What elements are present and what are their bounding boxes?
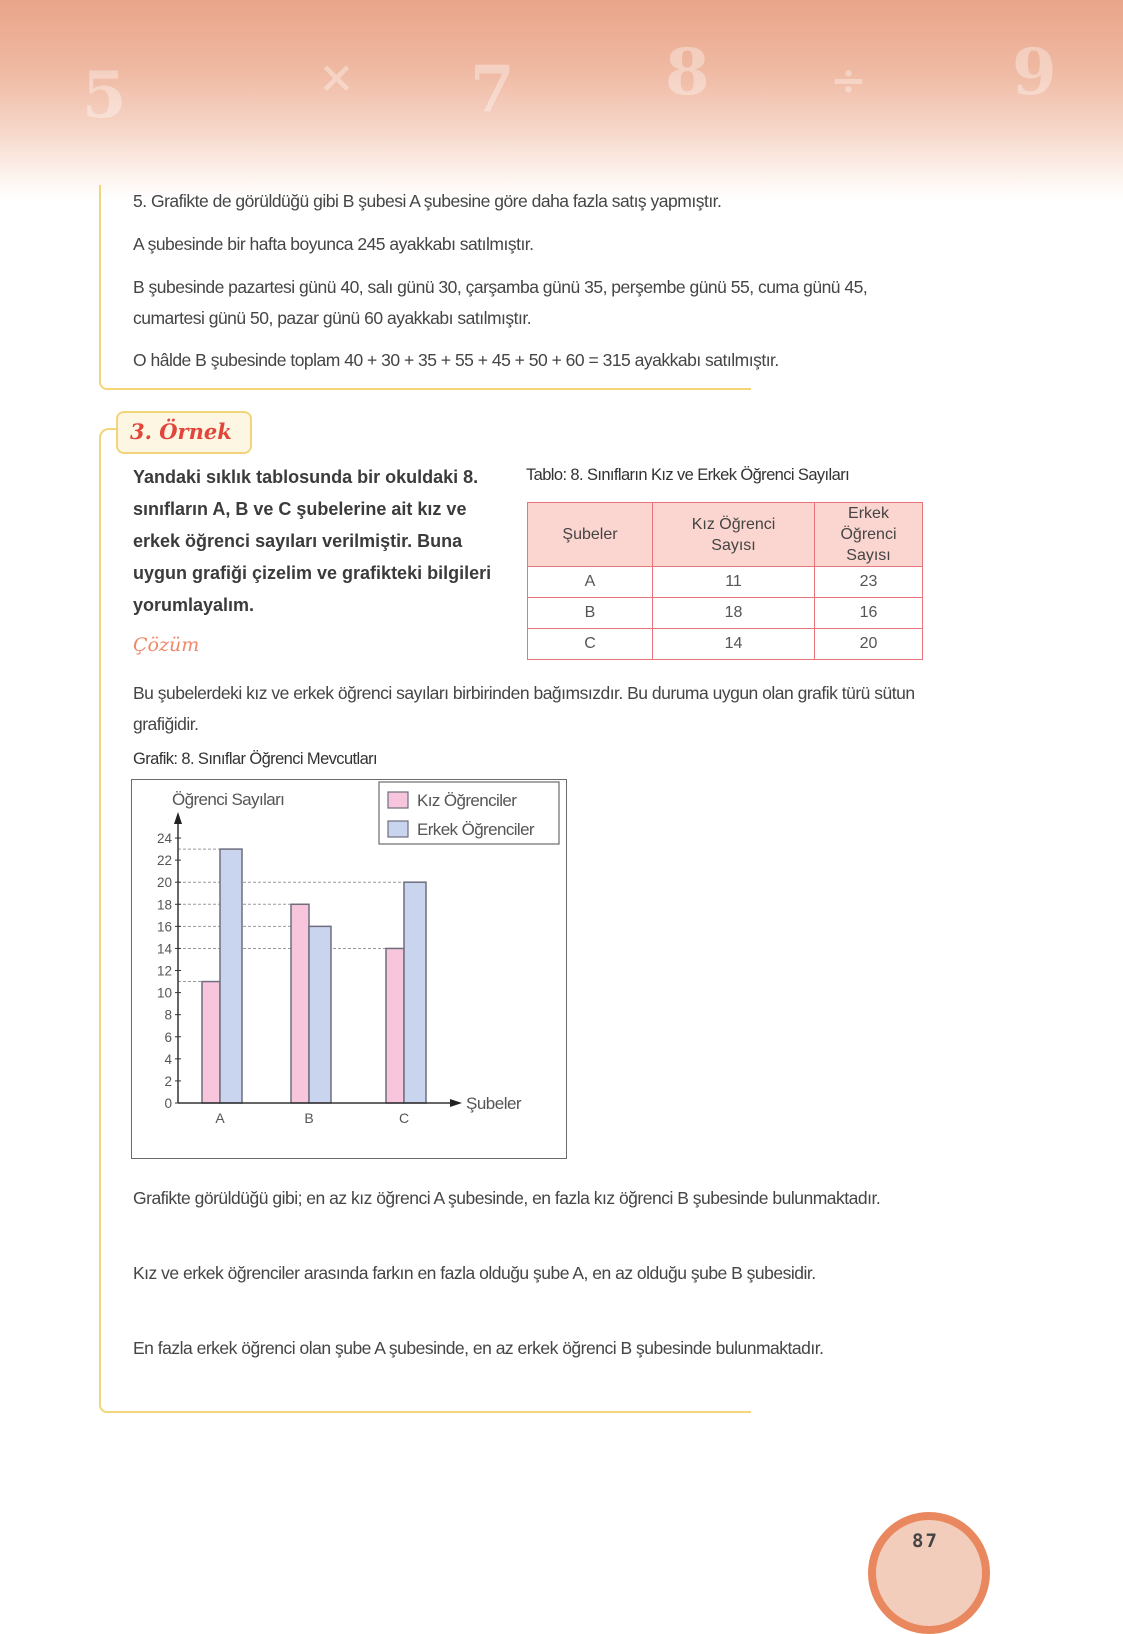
page-number: 87 bbox=[912, 1530, 939, 1552]
bar-erkek-C bbox=[404, 882, 426, 1103]
bar-kiz-C bbox=[386, 948, 404, 1103]
previous-solution-paragraph: 5. Grafikte de görüldüğü gibi B şubesi A şubesine göre daha fazla satış yapmıştır. bbox=[133, 191, 722, 211]
conclusion-paragraph: Kız ve erkek öğrenciler arasında farkın en fazla olduğu şube A, en az olduğu şube B şubesidir. bbox=[133, 1263, 816, 1283]
table-cell: B bbox=[528, 598, 653, 629]
legend-label: Kız Öğrenciler bbox=[417, 791, 517, 810]
legend-swatch bbox=[388, 821, 408, 837]
x-axis-label: Şubeler bbox=[466, 1094, 522, 1113]
decorative-symbol: ÷ bbox=[830, 55, 867, 106]
y-tick-label: 18 bbox=[156, 897, 172, 913]
legend-swatch bbox=[388, 792, 408, 808]
decorative-digit: 9 bbox=[1012, 35, 1057, 110]
table-header-cell: Şubeler bbox=[528, 503, 653, 567]
y-tick-label: 14 bbox=[156, 941, 172, 957]
table-row bbox=[528, 598, 923, 629]
x-tick-label: C bbox=[398, 1110, 410, 1126]
table-cell: 18 bbox=[653, 598, 815, 629]
y-tick-label: 12 bbox=[156, 963, 172, 979]
frequency-table bbox=[527, 502, 923, 660]
y-tick-label: 16 bbox=[156, 919, 172, 935]
table-cell: A bbox=[528, 567, 653, 598]
y-tick-label: 6 bbox=[164, 1029, 172, 1045]
y-tick-label: 2 bbox=[164, 1073, 172, 1089]
y-tick-label: 0 bbox=[164, 1096, 172, 1111]
legend-label: Erkek Öğrenciler bbox=[417, 820, 534, 839]
bar-chart-frame bbox=[131, 779, 567, 1159]
bar-erkek-B bbox=[309, 926, 331, 1103]
table-row bbox=[528, 629, 923, 660]
graph-caption: Grafik: 8. Sınıflar Öğrenci Mevcutları bbox=[133, 750, 378, 768]
decorative-symbol: × bbox=[318, 52, 355, 103]
bar-erkek-A bbox=[220, 849, 242, 1103]
y-axis-label: Öğrenci Sayıları bbox=[172, 790, 285, 809]
table-header-row bbox=[528, 503, 923, 567]
example-question: Yandaki sıklık tablosunda bir okuldaki 8. sınıfların A, B ve C şubelerine ait kız ve erkek öğrenci sayıları verilmiştir. Buna uygun grafiği çizelim ve grafikteki bilgileri yorumlayalım. bbox=[133, 467, 492, 615]
table-caption: Tablo: 8. Sınıfların Kız ve Erkek Öğrenci Sayıları bbox=[526, 466, 850, 484]
x-tick-label: A bbox=[215, 1110, 225, 1126]
table-header-cell: Kız Öğrenci Sayısı bbox=[653, 503, 815, 567]
decorative-digit: 8 bbox=[665, 35, 710, 110]
solution-text: Bu şubelerdeki kız ve erkek öğrenci sayıları birbirinden bağımsızdır. Bu duruma uygun olan grafik türü sütun grafiğidir. bbox=[133, 683, 915, 734]
conclusion-paragraph: Grafikte görüldüğü gibi; en az kız öğrenci A şubesinde, en fazla kız öğrenci B şubesinde bulunmaktadır. bbox=[133, 1188, 881, 1208]
example-badge bbox=[116, 411, 252, 454]
table-cell: 14 bbox=[653, 629, 815, 660]
page-header-banner bbox=[0, 0, 1123, 200]
y-tick-label: 20 bbox=[156, 875, 172, 891]
bar-kiz-A bbox=[202, 982, 220, 1103]
table-row bbox=[528, 567, 923, 598]
y-tick-label: 4 bbox=[164, 1051, 172, 1067]
previous-solution-paragraph: O hâlde B şubesinde toplam 40 + 30 + 35 + 55 + 45 + 50 + 60 = 315 ayakkabı satılmıştır. bbox=[133, 350, 779, 370]
table-cell: 16 bbox=[815, 598, 923, 629]
y-tick-label: 24 bbox=[156, 831, 172, 847]
decorative-digit: 5 bbox=[82, 58, 127, 133]
previous-solution-paragraph: A şubesinde bir hafta boyunca 245 ayakkabı satılmıştır. bbox=[133, 234, 534, 254]
table-cell: C bbox=[528, 629, 653, 660]
table-cell: 23 bbox=[815, 567, 923, 598]
previous-solution-paragraph: B şubesinde pazartesi günü 40, salı günü 30, çarşamba günü 35, perşembe günü 55, cuma günü 45, cumartesi günü 50, pazar günü 60 ayakkabı satılmıştır. bbox=[133, 277, 868, 328]
table-cell: 20 bbox=[815, 629, 923, 660]
example-badge-label: 3. Örnek bbox=[130, 419, 232, 444]
y-tick-label: 22 bbox=[156, 853, 172, 869]
y-tick-label: 10 bbox=[156, 985, 172, 1001]
conclusion-paragraph: En fazla erkek öğrenci olan şube A şubesinde, en az erkek öğrenci B şubesinde bulunmaktadır. bbox=[133, 1338, 824, 1358]
bar-kiz-B bbox=[291, 904, 309, 1103]
table-cell: 11 bbox=[653, 567, 815, 598]
y-axis-arrow-icon bbox=[174, 812, 182, 824]
table-header-cell: Erkek Öğrenci Sayısı bbox=[815, 503, 923, 567]
y-tick-label: 8 bbox=[164, 1007, 172, 1023]
x-tick-label: B bbox=[304, 1110, 314, 1126]
bar-chart bbox=[132, 780, 568, 1160]
x-axis-arrow-icon bbox=[450, 1099, 462, 1107]
solution-label: Çözüm bbox=[133, 634, 200, 656]
decorative-digit: 7 bbox=[470, 52, 515, 127]
